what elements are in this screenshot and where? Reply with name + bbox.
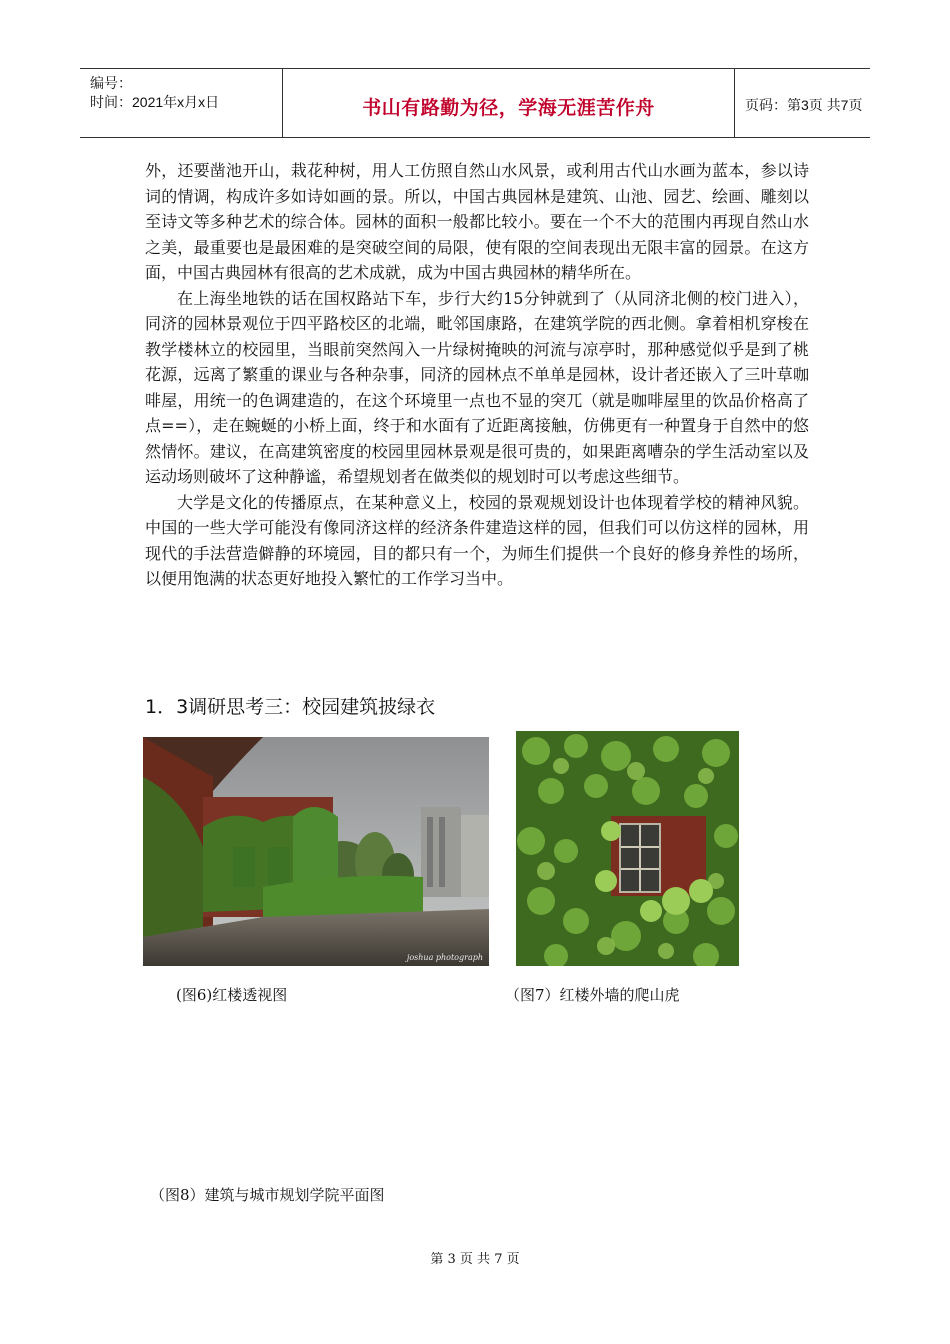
figure-7-caption: （图7）红楼外墙的爬山虎 (505, 986, 680, 1004)
page-header (80, 68, 870, 138)
paragraph-1: 外，还要凿池开山，栽花种树，用人工仿照自然山水风景，或利用古代山水画为蓝本，参以诗词的情调，构成许多如诗如画的景。所以，中国古典园林是建筑、山池、园艺、绘画、雕刻以至诗文等多种艺术的综合体。园林的面积一般都比较小。要在一个不大的范围内再现自然山水之美，最重要也是最困难的是突破空间的局限，使有限的空间表现出无限丰富的园景。在这方面，中国古典园林有很高的艺术成就，成为中国古典园林的精华所在。 (145, 161, 809, 282)
header-page-info: 页码：第3页 共7页 (745, 97, 863, 113)
ivy-wall-window-photo (516, 731, 739, 966)
red-building-illustration (143, 737, 489, 966)
section-heading: 1．3调研思考三：校园建筑披绿衣 (145, 696, 436, 718)
ivy-wall-illustration (516, 731, 739, 966)
paragraph-2: 在上海坐地铁的话在国权路站下车，步行大约15分钟就到了（从同济北侧的校门进入），同济的园林景观位于四平路校区的北端，毗邻国康路，在建筑学院的西北侧。拿着相机穿梭在教学楼林立的校园里，当眼前突然闯入一片绿树掩映的河流与凉亭时，那种感觉似乎是到了桃花源，远离了繁重的课业与各种杂事，同济的园林点不单单是园林，设计者还嵌入了三叶草咖啡屋，用统一的色调建造的，在这个环境里一点也不显的突兀（就是咖啡屋里的饮品价格高了点==），走在蜿蜒的小桥上面，终于和水面有了近距离接触，仿佛更有一种置身于自然中的悠然情怀。建议，在高建筑密度的校园里园林景观是很可贵的，如果距离嘈杂的学生活动室以及运动场则破坏了这种静谧，希望规划者在做类似的规划时可以考虑这些细节。 (145, 288, 809, 486)
red-building-perspective-photo (143, 737, 489, 966)
header-meta-cell (80, 69, 283, 137)
paragraph-3: 大学是文化的传播原点，在某种意义上，校园的景观规划设计也体现着学校的精神风貌。中国的一些大学可能没有像同济这样的经济条件建造这样的园，但我们可以仿这样的园林，用现代的手法营造僻静的环境园，目的都只有一个，为师生们提供一个良好的修身养性的场所，以便用饱满的状态更好地投入繁忙的工作学习当中。 (145, 492, 809, 588)
figure-8-caption: （图8）建筑与城市规划学院平面图 (150, 1186, 385, 1204)
figure-6-caption: (图6)红楼透视图 (176, 986, 288, 1004)
header-motto-cell (283, 69, 735, 137)
photo-watermark: joshua photograph (406, 953, 483, 962)
header-motto: 书山有路勤为径，学海无涯苦作舟 (362, 97, 655, 119)
document-date-label: 时间：2021年x月x日 (90, 94, 220, 110)
body-text (145, 158, 809, 592)
document-number-label: 编号： (90, 75, 132, 91)
page-footer: 第 3 页 共 7 页 (430, 1252, 520, 1267)
header-page-cell (735, 69, 870, 137)
